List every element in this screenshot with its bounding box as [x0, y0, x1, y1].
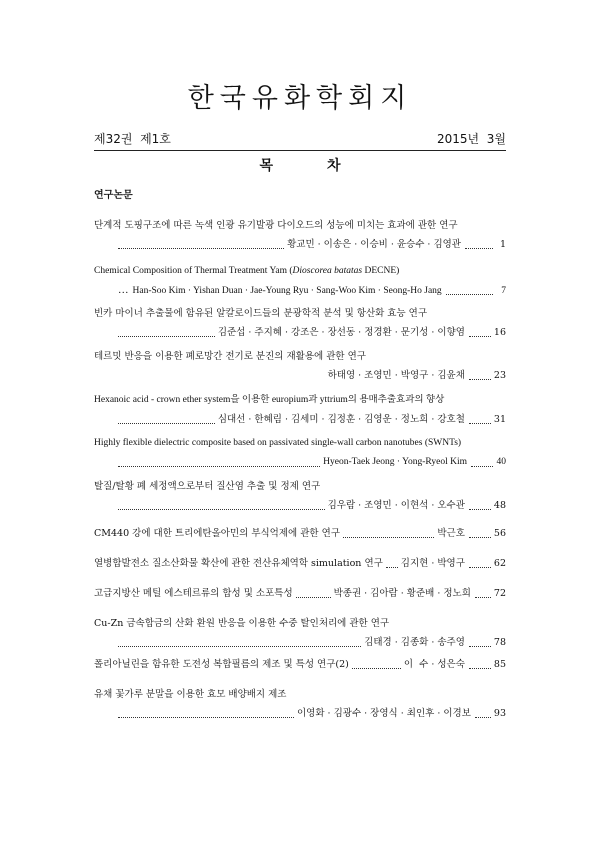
- ellipsis: …: [118, 285, 129, 296]
- toc-entry[interactable]: [94, 394, 506, 426]
- entry-page: 31: [493, 414, 506, 425]
- entry-page: 78: [493, 637, 506, 648]
- entry-page: 16: [493, 327, 506, 338]
- entry-authors: 박근호: [437, 528, 465, 539]
- entry-page: 7: [501, 286, 506, 296]
- entry-title: 유채 꽃가루 분말을 이용한 효모 배양배지 제조: [94, 689, 287, 700]
- entry-authors: 황교민 · 이송은 · 이승비 · 윤승수 · 김영관: [287, 239, 461, 250]
- dot-leader: [469, 559, 491, 568]
- entry-page: 93: [493, 708, 506, 719]
- dot-leader: [465, 240, 493, 249]
- entry-title: 단계적 도핑구조에 따른 녹색 인광 유기발광 다이오드의 성능에 미치는 효과에 관한 연구: [94, 220, 458, 231]
- entry-title: CM440 강에 대한 트리에탄올아민의 부식억제에 관한 연구: [94, 528, 340, 539]
- dot-leader: [469, 660, 491, 669]
- entry-authors: 김준섭 · 주지혜 · 강조은 · 장선동 · 정경환 · 문기성 · 이향염: [217, 327, 465, 338]
- dot-leader: [475, 709, 491, 718]
- entry-authors: 박종권 · 김아람 · 황준배 · 정노희: [333, 588, 471, 599]
- dot-leader: [118, 709, 294, 718]
- entry-page: 62: [493, 558, 506, 569]
- dot-leader: [469, 638, 491, 647]
- entry-page: 56: [493, 528, 506, 539]
- entry-authors: Han-Soo Kim · Yishan Duan · Jae-Young Ryu · Sang-Woo Kim · Seong-Ho Jang: [132, 286, 442, 296]
- dot-leader: [469, 371, 491, 380]
- toc-heading: 목차: [259, 158, 395, 174]
- toc-entry[interactable]: [94, 557, 506, 570]
- entry-authors: 김지현 · 박영구: [400, 558, 465, 569]
- journal-title: 한국유화학회지: [187, 83, 413, 114]
- entry-page: 1: [499, 239, 506, 250]
- toc-entry[interactable]: [94, 350, 506, 382]
- entry-title: 열병합발전소 질소산화물 확산에 관한 전산유체역학 simulation 연구: [94, 558, 383, 569]
- spacer: [118, 371, 325, 380]
- dot-leader: [118, 501, 325, 510]
- dot-leader: [118, 415, 215, 424]
- toc-entry[interactable]: [94, 688, 506, 720]
- dot-leader: [296, 589, 331, 598]
- toc-entry[interactable]: [94, 219, 506, 251]
- dot-leader: [118, 328, 215, 337]
- dot-leader: [118, 638, 361, 647]
- entry-authors: 김태경 · 김종화 · 송주영: [364, 637, 465, 648]
- entry-title: 폴리아닐린을 함유한 도전성 복합필름의 제조 및 특성 연구(2): [94, 659, 349, 670]
- toc-entry[interactable]: [94, 617, 506, 649]
- entry-authors: 하태영 · 조영민 · 박영구 · 김윤채: [327, 370, 465, 381]
- volume-issue: 제32권 제1호: [94, 132, 171, 146]
- toc-entry[interactable]: [94, 658, 506, 671]
- entry-title: Cu-Zn 금속합금의 산화 환원 반응을 이용한 수중 탈인처리에 관한 연구: [94, 618, 390, 629]
- entry-title: 탈질/탈황 폐 세정액으로부터 질산염 추출 및 정제 연구: [94, 481, 321, 492]
- toc-entry[interactable]: [94, 587, 506, 600]
- entry-title: Chemical Composition of Thermal Treatment Yam (Dioscorea batatas DECNE): [94, 266, 400, 276]
- entry-authors: 이 수 · 성은숙: [403, 659, 465, 670]
- toc-entry[interactable]: [94, 480, 506, 512]
- dot-leader: [118, 240, 284, 249]
- dot-leader: [386, 559, 398, 568]
- entry-page: 72: [493, 588, 506, 599]
- entry-page: 48: [493, 500, 506, 511]
- section-label: 연구논문: [94, 190, 133, 201]
- dot-leader: [471, 458, 493, 467]
- dot-leader: [118, 458, 320, 467]
- publication-date: 2015년 3월: [437, 132, 506, 146]
- dot-leader: [352, 660, 401, 669]
- entry-title: 고급지방산 메틸 에스테르류의 합성 및 소포특성: [94, 588, 293, 599]
- entry-authors: Hyeon-Taek Jeong · Yong-Ryeol Kim: [323, 457, 467, 467]
- entry-authors: 김우람 · 조영민 · 이현석 · 오수관: [327, 500, 465, 511]
- entry-title: Hexanoic acid - crown ether system을 이용한 europium과 yttrium의 용매추출효과의 향상: [94, 395, 445, 405]
- dot-leader: [343, 529, 434, 538]
- toc-entry[interactable]: [94, 527, 506, 540]
- dot-leader: [446, 286, 493, 295]
- dot-leader: [469, 529, 491, 538]
- entry-title: Highly flexible dielectric composite based on passivated single-wall carbon nanotubes (SWNTs): [94, 438, 462, 448]
- toc-entry[interactable]: [94, 307, 506, 339]
- entry-authors: 심대선 · 한혜림 · 김세미 · 김정훈 · 김영운 · 정노희 · 강호철: [217, 414, 465, 425]
- header-rule: [94, 150, 506, 151]
- dot-leader: [469, 328, 491, 337]
- entry-title: 테르밋 반응을 이용한 폐로망간 전기로 분진의 재활용에 관한 연구: [94, 351, 366, 362]
- toc-entry[interactable]: [94, 437, 506, 469]
- dot-leader: [475, 589, 491, 598]
- issue-info: [94, 130, 506, 147]
- entry-authors: 이영화 · 김광수 · 장영식 · 최인후 · 이경보: [297, 708, 471, 719]
- entry-page: 23: [493, 370, 506, 381]
- entry-page: 85: [493, 659, 506, 670]
- toc-entry[interactable]: [94, 265, 506, 297]
- dot-leader: [469, 501, 491, 510]
- dot-leader: [469, 415, 491, 424]
- entry-title: 빈카 마이너 추출물에 함유된 알칼로이드들의 분광학적 분석 및 항산화 효능 연구: [94, 308, 428, 319]
- entry-page: 40: [496, 457, 506, 467]
